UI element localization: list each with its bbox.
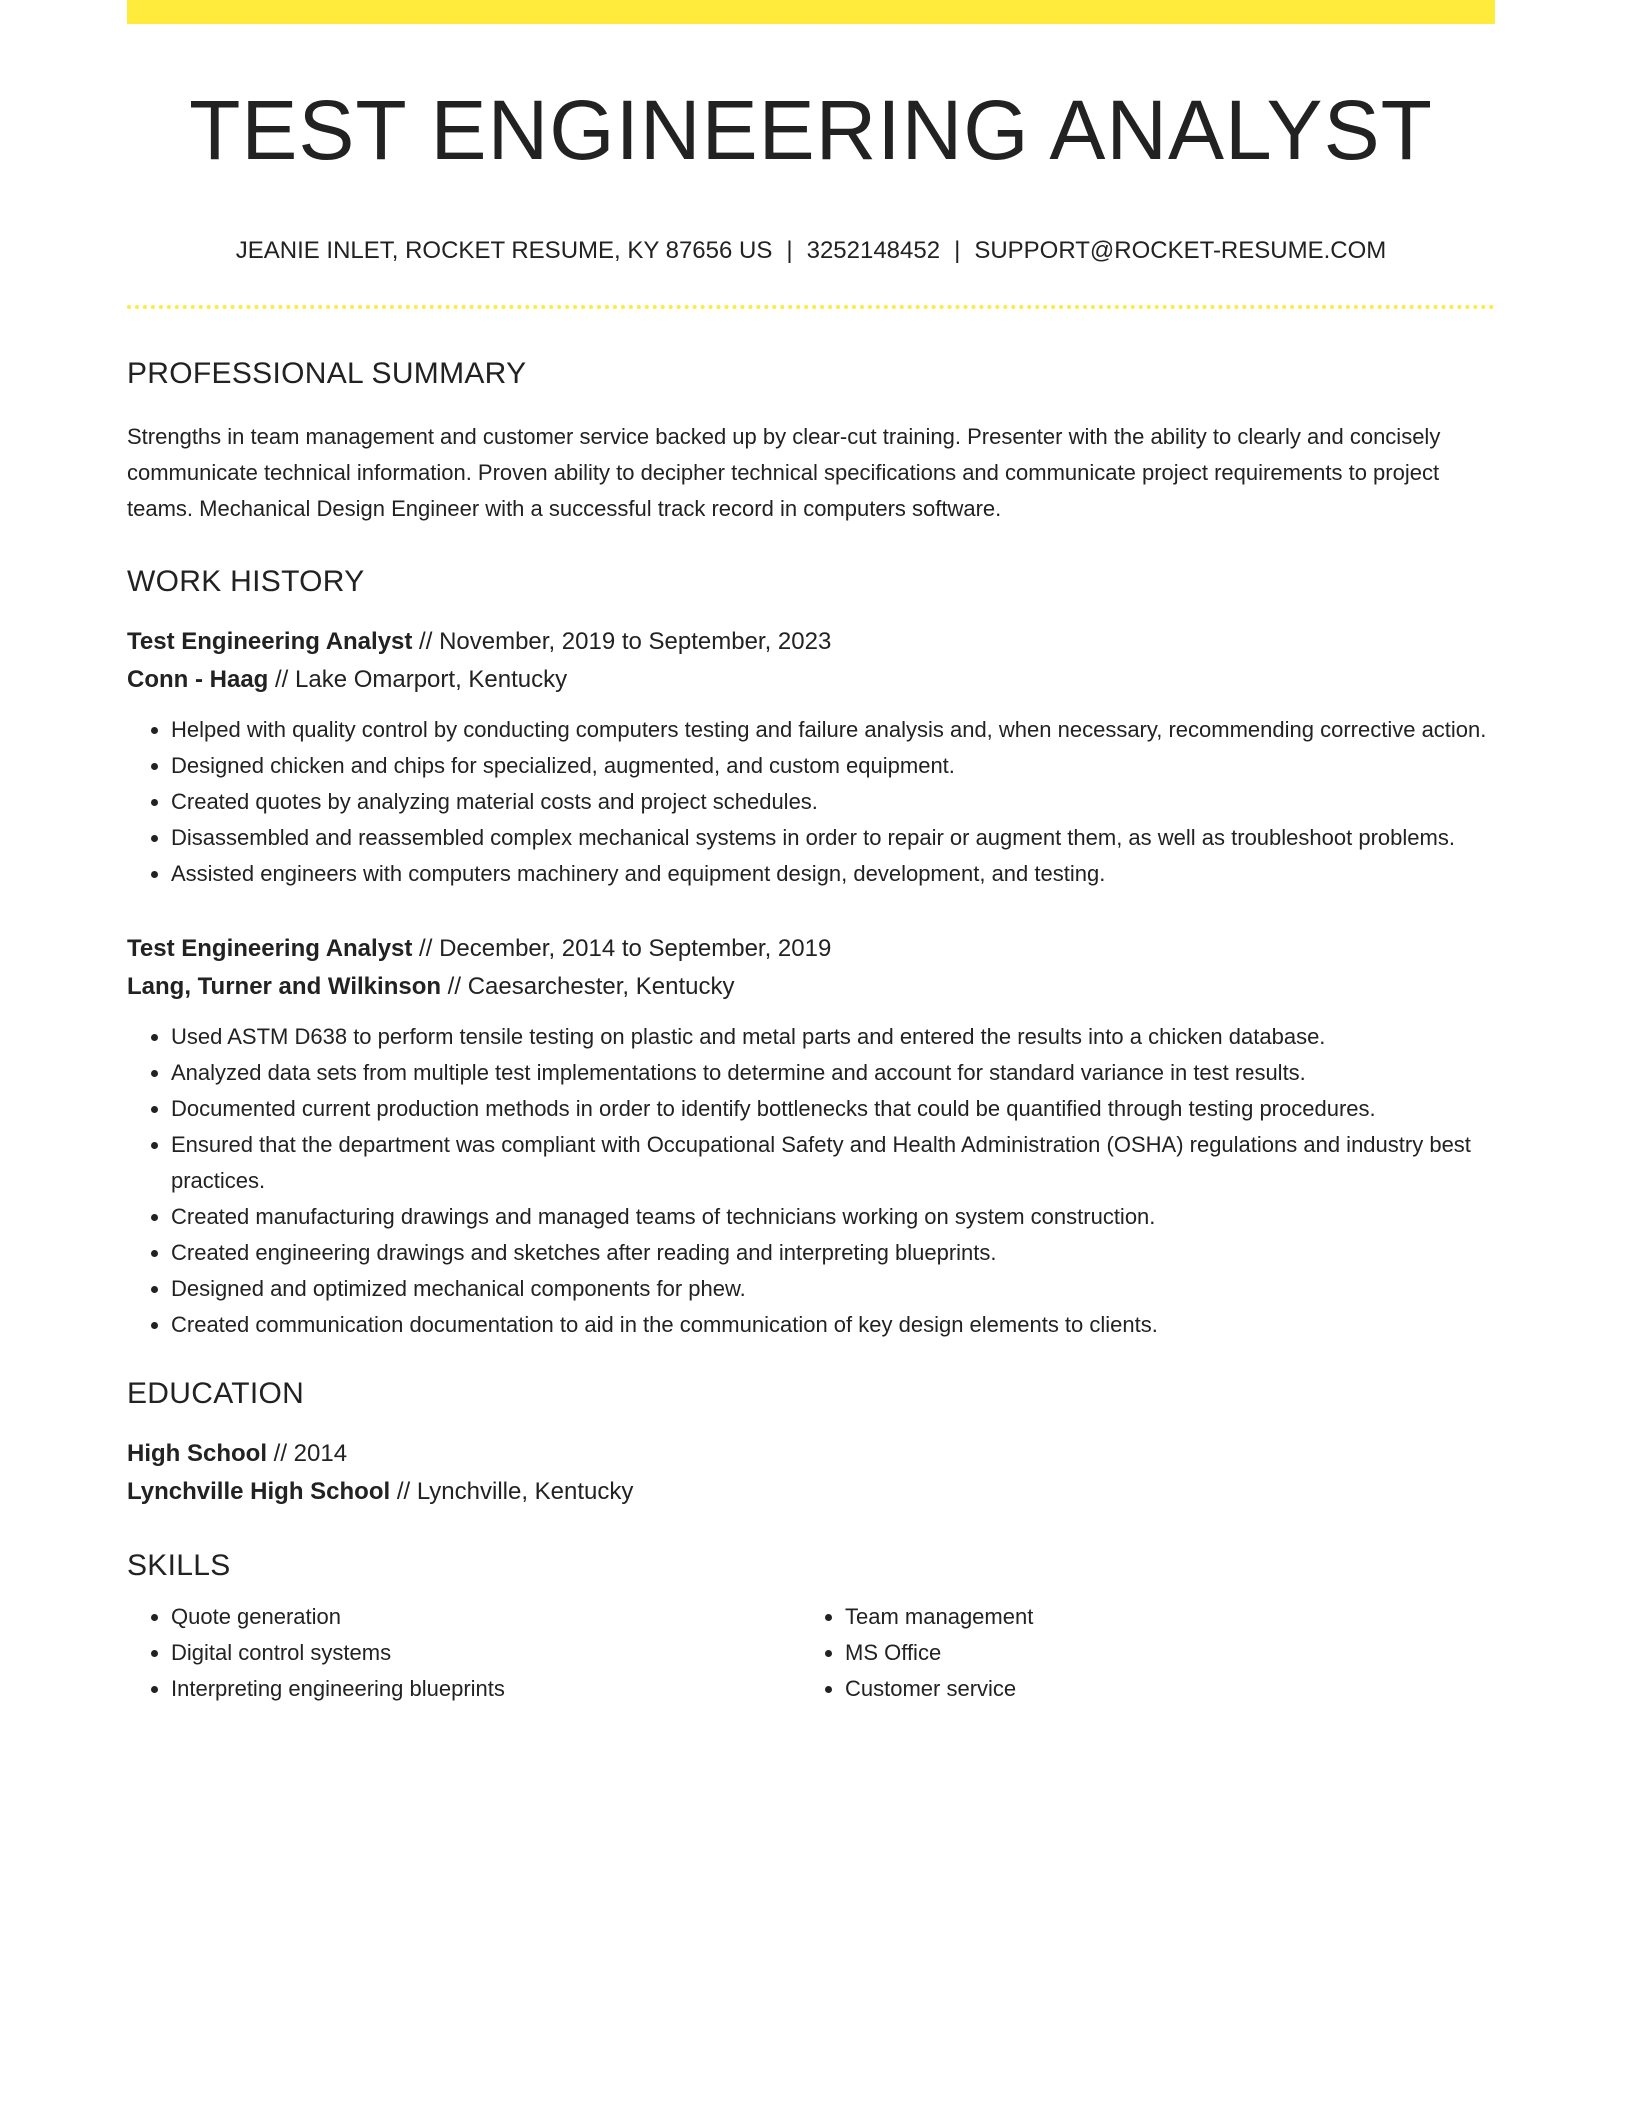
- skills-column-left: [127, 1599, 801, 1707]
- job-duty: • Assisted engineers with computers machinery and equipment design, development, and testing.: [171, 856, 1495, 892]
- job-duty: • Documented current production methods in order to identify bottlenecks that could be quantified through testing procedures.: [171, 1091, 1495, 1127]
- education-location: // Lynchville, Kentucky: [390, 1477, 634, 1505]
- job-location: // Lake Omarport, Kentucky: [268, 665, 568, 693]
- job-company: Lang, Turner and Wilkinson: [127, 972, 442, 1000]
- job-dates: // November, 2019 to September, 2023: [412, 627, 832, 655]
- education-entry: [127, 1435, 1495, 1511]
- skill-item: • Interpreting engineering blueprints: [171, 1671, 801, 1707]
- work-history-heading: WORK HISTORY: [127, 564, 365, 598]
- accent-bar: [127, 0, 1495, 24]
- job-role: Test Engineering Analyst: [127, 934, 413, 962]
- job-duties-list: [127, 1019, 1495, 1343]
- resume-page: [127, 0, 1495, 1707]
- header-divider: [127, 305, 1495, 309]
- job-entry: [127, 930, 1495, 1343]
- contact-separator: |: [954, 237, 961, 264]
- job-duty: • Helped with quality control by conducting computers testing and failure analysis and, when necessary, recommending corrective action.: [171, 712, 1495, 748]
- skills-heading: SKILLS: [127, 1548, 231, 1582]
- skill-item: • Quote generation: [171, 1599, 801, 1635]
- job-role: Test Engineering Analyst: [127, 627, 413, 655]
- job-title-line: [127, 623, 1495, 661]
- job-duty: • Disassembled and reassembled complex mechanical systems in order to repair or augment them, as well as troubleshoot problems.: [171, 820, 1495, 856]
- job-duty: • Created quotes by analyzing material costs and project schedules.: [171, 784, 1495, 820]
- education-degree-line: [127, 1435, 1495, 1473]
- skill-item: • Team management: [845, 1599, 1475, 1635]
- contact-phone: 3252148452: [806, 237, 941, 264]
- job-duty: • Analyzed data sets from multiple test implementations to determine and account for standard variance in test results.: [171, 1055, 1495, 1091]
- job-duty: • Ensured that the department was compliant with Occupational Safety and Health Administration (OSHA) regulations and industry best practices.: [171, 1127, 1495, 1199]
- education-year: // 2014: [267, 1439, 348, 1467]
- education-school-line: [127, 1473, 1495, 1511]
- education-heading: EDUCATION: [127, 1376, 305, 1410]
- education-school: Lynchville High School: [127, 1477, 391, 1505]
- skill-item: • MS Office: [845, 1635, 1475, 1671]
- job-location: // Caesarchester, Kentucky: [441, 972, 735, 1000]
- contact-separator: |: [786, 237, 793, 264]
- contact-line: [127, 237, 1495, 266]
- job-entry: [127, 623, 1495, 892]
- skills-column-right: [801, 1599, 1475, 1707]
- summary-heading: PROFESSIONAL SUMMARY: [127, 356, 527, 390]
- skills-grid: [127, 1599, 1495, 1707]
- job-duty: • Created engineering drawings and sketches after reading and interpreting blueprints.: [171, 1235, 1495, 1271]
- contact-email: SUPPORT@ROCKET-RESUME.COM: [974, 237, 1387, 264]
- skill-item: • Digital control systems: [171, 1635, 801, 1671]
- job-company-line: [127, 661, 1495, 699]
- summary-text: Strengths in team management and customer service backed up by clear-cut training. Presenter with the ability to clearly and concisely communicate technical information. Proven ability to decipher technical specifications and communicate project requirements to project teams. Mechanical Design Engineer with a successful track record in computers software.: [127, 423, 1441, 521]
- job-dates: // December, 2014 to September, 2019: [412, 934, 832, 962]
- job-company: Conn - Haag: [127, 665, 269, 693]
- resume-title: TEST ENGINEERING ANALYST: [189, 83, 1433, 177]
- job-duty: • Used ASTM D638 to perform tensile testing on plastic and metal parts and entered the results into a chicken database.: [171, 1019, 1495, 1055]
- skill-item: • Customer service: [845, 1671, 1475, 1707]
- job-duty: • Created manufacturing drawings and managed teams of technicians working on system construction.: [171, 1199, 1495, 1235]
- job-duty: • Designed chicken and chips for specialized, augmented, and custom equipment.: [171, 748, 1495, 784]
- job-title-line: [127, 930, 1495, 968]
- job-company-line: [127, 968, 1495, 1006]
- job-duty: • Created communication documentation to aid in the communication of key design elements to clients.: [171, 1307, 1495, 1343]
- job-duty: • Designed and optimized mechanical components for phew.: [171, 1271, 1495, 1307]
- education-degree: High School: [127, 1439, 267, 1467]
- contact-address: JEANIE INLET, ROCKET RESUME, KY 87656 US: [235, 237, 773, 264]
- job-duties-list: [127, 712, 1495, 892]
